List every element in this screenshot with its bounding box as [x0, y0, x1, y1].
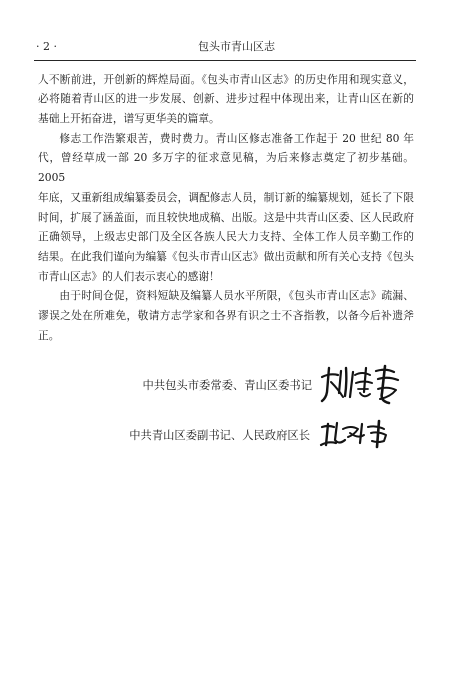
header-divider: [34, 60, 416, 61]
text-line: 时间，扩展了涵盖面，而且较快地成稿、出版。这是中共青山区委、区人民政府: [38, 210, 414, 224]
text-line: 修志工作浩繁艰苦，费时费力。青山区修志准备工作起于 20 世纪 80 年: [59, 131, 414, 145]
paragraph: [38, 70, 414, 129]
text-line: 必将随着青山区的进一步发展、创新、进步过程中体现出来，让青山区在新的: [38, 92, 414, 106]
text-line: 代，曾经草成一部 20 多万字的征求意见稿，为后来修志奠定了初步基础。2005: [38, 151, 414, 185]
signatory-title-district-head: 中共青山区委副书记、人民政府区长: [129, 429, 310, 442]
text-line: 人不断前进，开创新的辉煌局面。《包头市青山区志》的历史作用和现实意义，: [38, 72, 414, 86]
text-line: 谬误之处在所难免，敬请方志学家和各界有识之士不吝指教，以备今后补遗斧: [38, 309, 414, 323]
text-line: 由于时间仓促，资料短缺及编纂人员水平所限，《包头市青山区志》疏漏、: [59, 289, 414, 303]
text-line: 结果。在此我们谨向为编纂《包头市青山区志》做出贡献和所有关心支持《包头: [38, 249, 414, 263]
preface-body: [38, 70, 414, 346]
paragraph: [38, 129, 414, 287]
text-line: 正。: [38, 328, 60, 342]
text-line: 市青山区志》的人们表示衷心的感谢！: [38, 269, 220, 283]
text-line: 基础上开拓奋进，谱写更华美的篇章。: [38, 112, 220, 125]
text-line: 年底，又重新组成编纂委员会，调配修志人员，制订新的编纂规划，延长了下限: [38, 190, 414, 204]
handwritten-signature-2: [318, 419, 398, 449]
paragraph: [38, 286, 414, 345]
page-number: · 2 ·: [36, 40, 57, 53]
signatory-title-party-secretary: 中共包头市委常委、青山区委书记: [142, 379, 312, 392]
text-line: 正确领导，上级志史部门及全区各族人民大力支持、全体工作人员辛勤工作的: [38, 230, 414, 244]
running-header-title: 包头市青山区志: [198, 40, 275, 53]
handwritten-signature-1: [318, 363, 404, 405]
